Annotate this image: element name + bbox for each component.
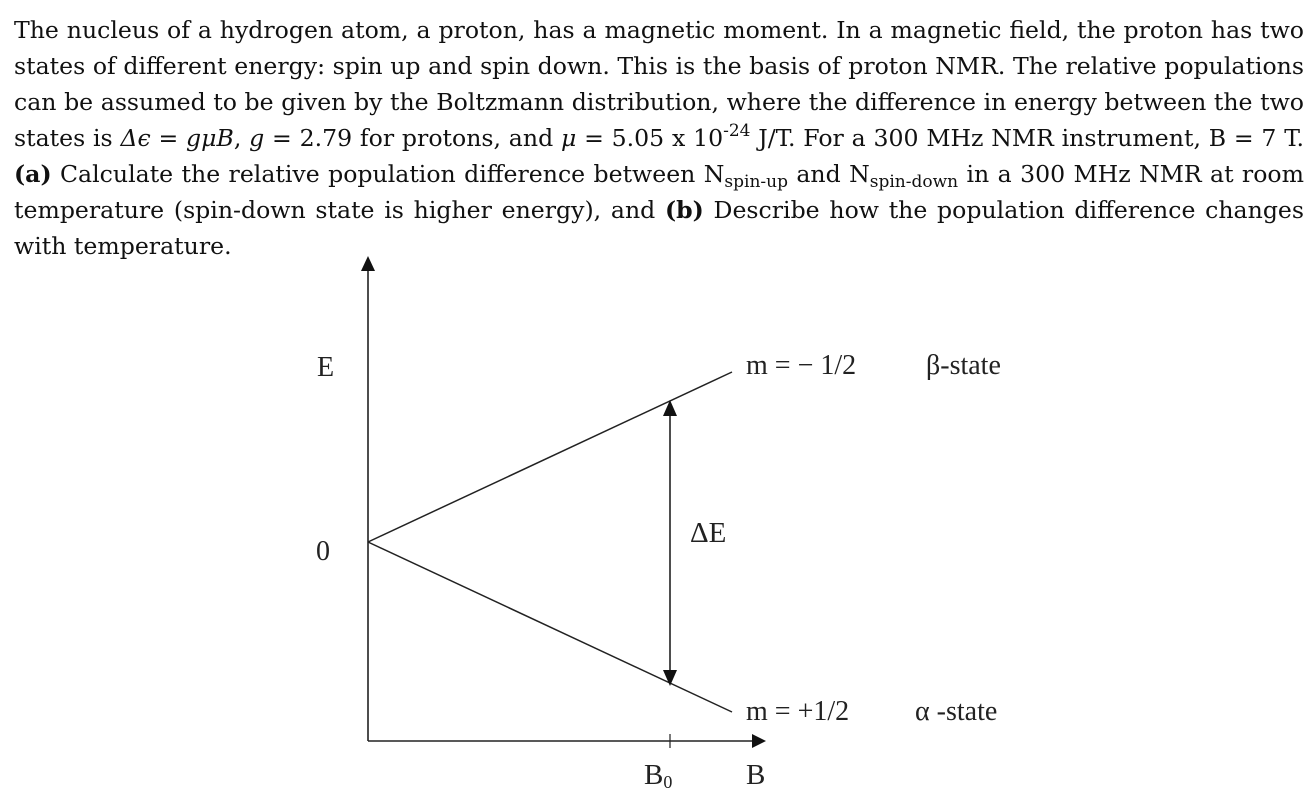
- b0-label: [644, 759, 672, 792]
- beta-state-line: [368, 372, 732, 542]
- lower-state-m-label: m = +1/2: [746, 696, 850, 727]
- delta-e-label: ΔE: [690, 517, 727, 549]
- y-axis-arrowhead: [361, 256, 375, 271]
- upper-state-m-label: m = − 1/2: [746, 350, 857, 381]
- zero-label: 0: [316, 536, 330, 567]
- problem-text: = 2.79 for protons, and: [264, 124, 561, 152]
- b0-label-main: B: [644, 759, 664, 791]
- x-axis-label: B: [746, 759, 766, 791]
- problem-text: Calculate the relative population difference between N: [51, 160, 725, 188]
- x-axis-arrowhead: [752, 734, 766, 748]
- problem-text-intro: The nucleus of a hydrogen atom, a proton, has a magnetic moment. In a magnetic field, the proton has two states of different energy: spin up and spin down. This is the basis of proton NMR. The relative populations can be assumed to be given by the Boltzmann distribution, where the difference in energy between the two states is: [14, 16, 1304, 152]
- spin-up-subscript: spin-up: [724, 172, 788, 192]
- alpha-state-line: [368, 542, 732, 712]
- part-b-label: (b): [665, 196, 704, 224]
- energy-difference-equation: Δϵ = gμB: [120, 124, 234, 152]
- delta-e-arrowhead-up: [663, 400, 677, 416]
- problem-text: = 5.05 x 10: [576, 124, 724, 152]
- problem-text: in a 300 MHz NMR at room temperature (spin-down state is higher energy), and: [14, 160, 1304, 224]
- part-a-label: (a): [14, 160, 52, 188]
- mu-exponent: -24: [723, 121, 751, 141]
- problem-text: and N: [787, 160, 870, 188]
- mu-symbol: μ: [560, 124, 577, 152]
- spin-down-subscript: spin-down: [869, 172, 959, 192]
- y-axis-label: E: [317, 352, 335, 383]
- lower-state-name-label: α -state: [915, 696, 998, 727]
- problem-text: ,: [233, 124, 250, 152]
- upper-state-name-label: β-state: [926, 350, 1001, 381]
- delta-e-arrowhead-down: [663, 670, 677, 686]
- problem-text: Describe how the population difference changes with temperature.: [14, 196, 1304, 260]
- problem-text: J/T. For a 300 MHz NMR instrument, B = 7 T.: [750, 124, 1304, 152]
- g-symbol: g: [249, 124, 265, 152]
- b0-label-subscript: 0: [663, 772, 673, 792]
